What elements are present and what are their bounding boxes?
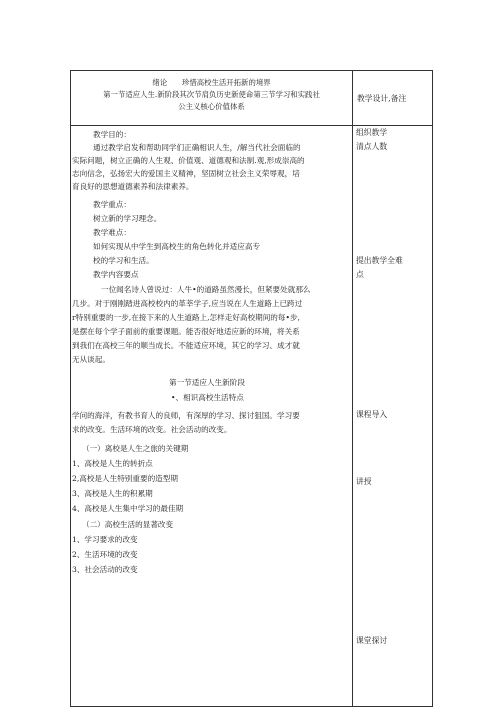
content-text-line: 无从谈起。 — [72, 355, 110, 364]
list-item: 1、学习要求的改变 — [72, 535, 138, 544]
goal-text-line: 通过教学启发和帮助同学们正确相识人生，/解当代社会面临的 — [93, 143, 301, 152]
goal-text-line: 育良好的思想道德素养和法律素养。 — [72, 182, 194, 191]
content-text-line: 几步。对于刚刚踏进高校校内的革莘学子,应当说在人生道路上已跨过 — [72, 299, 303, 308]
list-item: 3、社会活动的改变 — [72, 565, 138, 574]
lesson-plan-table — [70, 70, 433, 707]
side-header-cell — [353, 71, 433, 126]
list-item: 3、高校是人生的积累期 — [72, 489, 153, 498]
content-heading: 教学内容要点 — [93, 270, 139, 279]
lesson-title: 绪论 珍惜高校生活开拓新的境界 — [152, 78, 271, 87]
table-header-row — [71, 71, 433, 126]
difficulty-text-line: 如何实现从中学生到高校生的角色转化并适应高专 — [93, 242, 261, 251]
part-one-heading: （一）离校是人生之旅的关键期 — [82, 444, 189, 453]
body-text-line: 学问的海洋，有教书育人的良师，有深厚的学习、探讨狙国。学习要 — [72, 411, 300, 420]
lesson-subtitle-line-1: 第一节适应人生.新阶段其次节肩负历史新使命第三节学习和实践社 — [103, 90, 320, 99]
side-header-label: 教学设计,备注 — [357, 93, 407, 103]
side-note: 提出教学全难 — [356, 256, 403, 265]
content-text-line: 是摆在每个学子面前的重要课题。能否很好地适应新的环境，将关系 — [72, 327, 300, 336]
part-two-heading: （二）高校生活的显著改变 — [82, 520, 174, 529]
section-title: 第一节适应人生新阶段 — [169, 378, 245, 387]
goal-heading: 教学目的： — [93, 130, 131, 139]
difficulty-text-line: 校的学习和生活。 — [93, 256, 154, 265]
goal-text-line: 实际问题，树立正确的人生观、价值观、道德观和法制.观,形成崇高的 — [72, 156, 305, 165]
side-note: 清点人数 — [356, 142, 388, 151]
subsection-title: •、相识高校生活特点 — [171, 393, 244, 402]
side-note: 课程导入 — [356, 410, 388, 419]
key-point-text: 树立新的学习理念。 — [93, 214, 162, 223]
content-cell — [71, 126, 353, 707]
difficulty-heading: 教学难点： — [93, 228, 131, 237]
side-note: 组织教学 — [356, 128, 388, 137]
goal-text-line: 志向信念，弘扬宏大的爱国主义精神，坚固树立社会主义荣辱观，培 — [72, 169, 300, 178]
list-item: 2,高校是人生特别重要的造型期 — [72, 474, 178, 483]
content-text-line: 到我们在高校三年的顺当成长。不能适应环境，其它的学习、成才就 — [72, 341, 300, 350]
table-body-row — [71, 126, 433, 707]
side-note: 讲授 — [356, 477, 372, 486]
content-text-line: 一位闻名诗人曾说过：人牛•的道路虽然漫长，但紧要处就那么 — [101, 285, 311, 294]
body-text-line: 求的改变。生活环境的改变。社会活动的改变。 — [72, 425, 232, 434]
key-point-heading: 教学重点： — [93, 200, 131, 209]
header-cell — [71, 71, 353, 126]
side-note: 点 — [356, 270, 364, 279]
content-text-line: r特别重要的一步,在接下来的人生道路上,怎样走好高校期间的每•步, — [72, 313, 300, 322]
notes-cell — [353, 126, 433, 707]
side-note: 课堂探讨 — [356, 636, 388, 645]
lesson-subtitle-line-2: 公主义核心价值体系 — [178, 102, 245, 111]
list-item: 1、高校是人生的转折点 — [72, 459, 153, 468]
list-item: 2、生活环境的改变 — [72, 550, 138, 559]
list-item: 4、高校是人生集中学习的最佳期 — [72, 504, 184, 513]
